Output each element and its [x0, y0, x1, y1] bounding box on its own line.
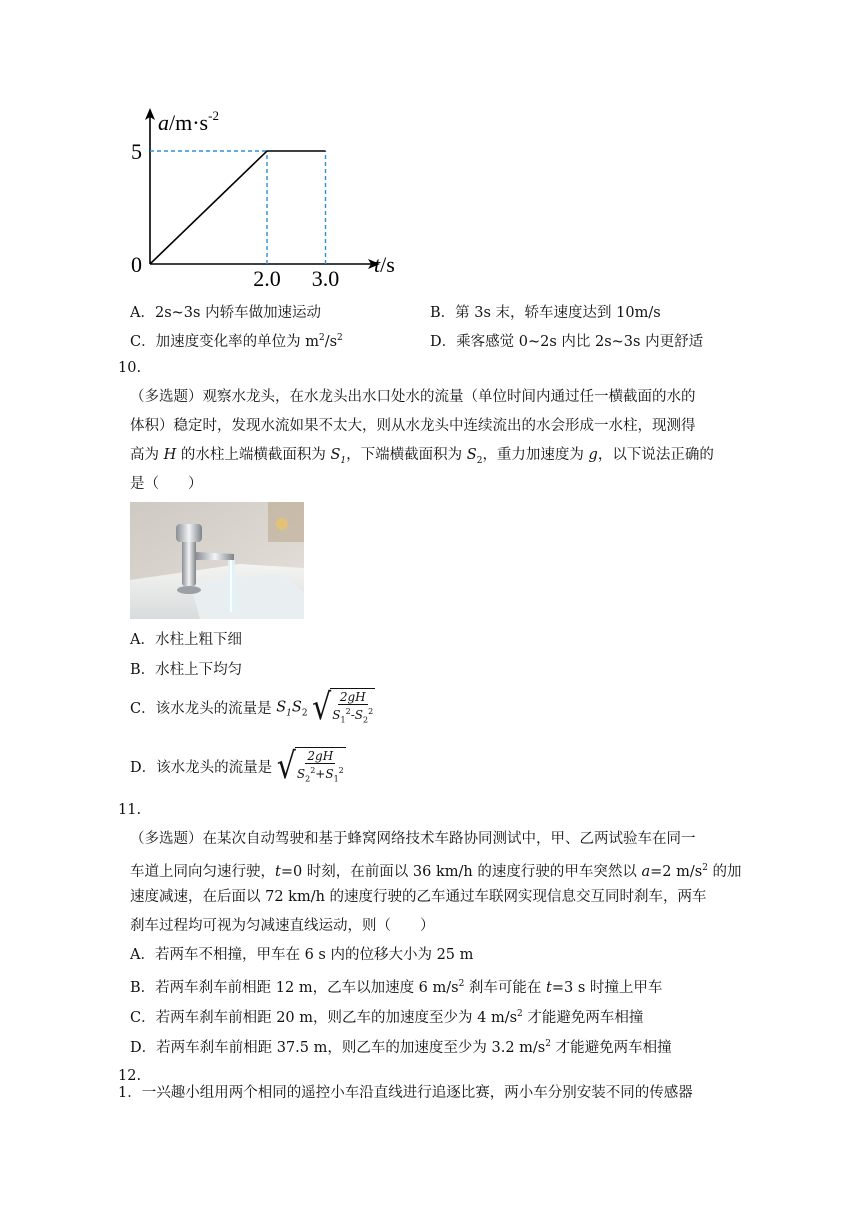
y-tick-label: 5: [131, 139, 142, 164]
q11-option-c: C．若两车刹车前相距 20 m，则乙车的加速度至少为 4 $m/s^2$ 才能避免两车相撞: [130, 1009, 644, 1026]
q11-option-a: A．若两车不相撞，甲车在 6 s 内的位移大小为 25 m: [130, 947, 474, 963]
q10-stem-line-3: 高为 H 的水柱上端横截面积为 $S_1$，下端横截面积为 $S_2$，重力加速度为 g，以下说法正确的: [130, 447, 714, 466]
sqrt-formula-d: √ $\frac{2gH}{S_2^2+S_1^2}$: [276, 745, 344, 788]
origin-label: 0: [131, 252, 142, 277]
faucet-photo: [130, 502, 304, 619]
q10-option-b: B．水柱上下均匀: [130, 662, 243, 678]
x-axis-label: t/s: [374, 252, 395, 277]
q12-stem-line-1: 1．一兴趣小组用两个相同的遥控小车沿直线进行追逐比赛，两小车分别安装不同的传感器: [118, 1085, 693, 1101]
q11-stem-line-2: 车道上同向匀速行驶，t=0 时刻，在前面以 36 km/h 的速度行驶的甲车突然以 a=2 $m/s^2$ 的加: [130, 863, 742, 880]
q10-option-a: A．水柱上粗下细: [130, 632, 242, 648]
sqrt-formula-c: √ $\frac{2gH}{S_1^2-S_2^2}$: [312, 686, 374, 729]
q11-stem-line-4: 刹车过程均可视为匀减速直线运动，则（ ）: [130, 918, 435, 934]
series-line-1: [150, 151, 326, 264]
acceleration-time-chart: [128, 100, 418, 300]
q11-option-d: D．若两车刹车前相距 37.5 m，则乙车的加速度至少为 3.2 $m/s^2$ 才能避免两车相撞: [130, 1039, 672, 1056]
q11-option-b: B．若两车刹车前相距 12 m，乙车以加速度 6 $m/s^2$ 刹车可能在 t=3 s 时撞上甲车: [130, 979, 663, 996]
q9-option-a: A．2s~3s 内轿车做加速运动: [130, 305, 322, 321]
q12-number: 12.: [118, 1068, 142, 1084]
q10-stem-line-4: 是（ ）: [130, 476, 203, 492]
q11-number: 11.: [118, 802, 142, 818]
q11-stem-line-1: （多选题）在某次自动驾驶和基于蜂窝网络技术车路协同测试中，甲、乙两试验车在同一: [130, 831, 696, 847]
x-tick-label: 2.0: [253, 266, 281, 291]
q11-stem-line-3: 速度减速，在后面以 72 km/h 的速度行驶的乙车通过车联网实现信息交互同时刹车，两车: [130, 889, 707, 905]
q10-number: 10.: [118, 360, 142, 376]
q10-stem-line-2: 体积）稳定时，发现水流如果不太大，则从水龙头中连续流出的水会形成一水柱，现测得: [130, 418, 696, 434]
y-axis-label: $a/m\cdot s^{-2}$: [158, 108, 219, 135]
q10-stem-line-1: （多选题）观察水龙头，在水龙头出水口处水的流量（单位时间内通过任一横截面的水的: [130, 389, 696, 405]
q9-option-b: B．第 3s 末，轿车速度达到 10m/s: [430, 305, 661, 321]
q9-option-d: D．乘客感觉 0~2s 内比 2s~3s 内更舒适: [430, 334, 704, 350]
q9-option-c: C．加速度变化率的单位为 $m^2/s^2$: [130, 333, 343, 350]
x-tick-label: 3.0: [311, 266, 340, 291]
q10-option-d: D．该水龙头的流量是 √ $\frac{2gH}{S_2^2+S_1^2}$: [130, 745, 344, 788]
q10-option-c: C．该水龙头的流量是 $S_1S_2$ √ $\frac{2gH}{S_1^2-S_2^2}$: [130, 686, 374, 729]
